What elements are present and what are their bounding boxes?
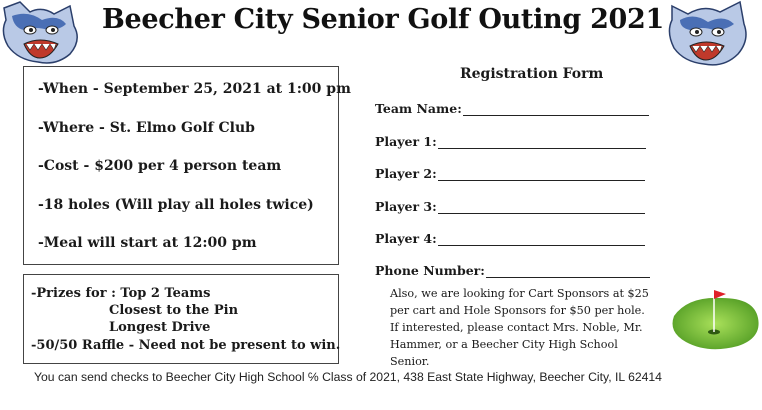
bobcat-mascot-icon — [664, 0, 750, 68]
golf-green-icon — [668, 272, 762, 356]
sponsor-note: Also, we are looking for Cart Sponsors at $25 per cart and Hole Sponsors for $50 per hole. If interested, please contact Mrs. Noble, Mr. Hammer, or a Beecher City High School Senior. — [390, 287, 649, 368]
prizes-box — [23, 274, 339, 364]
player-1-field[interactable] — [375, 134, 646, 149]
team-name-label: Team Name: — [375, 101, 462, 116]
holes-line: -18 holes (Will play all holes twice) — [38, 197, 314, 213]
prize-closest-to-pin: Closest to the Pin — [109, 303, 239, 318]
when-line: -When - September 25, 2021 at 1:00 pm — [38, 81, 351, 97]
where-line: -Where - St. Elmo Golf Club — [38, 120, 255, 136]
meal-line: -Meal will start at 12:00 pm — [38, 235, 257, 251]
player-1-line[interactable] — [438, 134, 646, 149]
player-4-label: Player 4: — [375, 231, 437, 246]
player-3-line[interactable] — [438, 199, 645, 214]
phone-number-line[interactable] — [486, 263, 650, 278]
player-4-field[interactable] — [375, 231, 645, 246]
mailing-instructions: You can send checks to Beecher City High School ℅ Class of 2021, 438 East State Highway, Beecher City, IL 62414 — [34, 370, 662, 384]
phone-number-label: Phone Number: — [375, 263, 485, 278]
player-3-label: Player 3: — [375, 199, 437, 214]
player-3-field[interactable] — [375, 199, 645, 214]
event-details-box — [23, 66, 351, 265]
prize-longest-drive: Longest Drive — [109, 320, 211, 335]
cost-line: -Cost - $200 per 4 person team — [38, 158, 282, 174]
player-1-label: Player 1: — [375, 134, 437, 149]
raffle-line: -50/50 Raffle - Need not be present to win. — [31, 338, 341, 353]
player-2-label: Player 2: — [375, 166, 437, 181]
prizes-label: -Prizes for : Top 2 Teams — [31, 286, 211, 301]
player-2-field[interactable] — [375, 166, 645, 181]
player-2-line[interactable] — [438, 166, 645, 181]
bobcat-mascot-icon — [0, 0, 82, 66]
team-name-line[interactable] — [463, 101, 649, 116]
phone-number-field[interactable] — [375, 263, 650, 278]
team-name-field[interactable] — [375, 101, 649, 116]
page-title: Beecher City Senior Golf Outing 2021 — [101, 4, 665, 35]
player-4-line[interactable] — [438, 231, 645, 246]
registration-title: Registration Form — [460, 66, 604, 82]
